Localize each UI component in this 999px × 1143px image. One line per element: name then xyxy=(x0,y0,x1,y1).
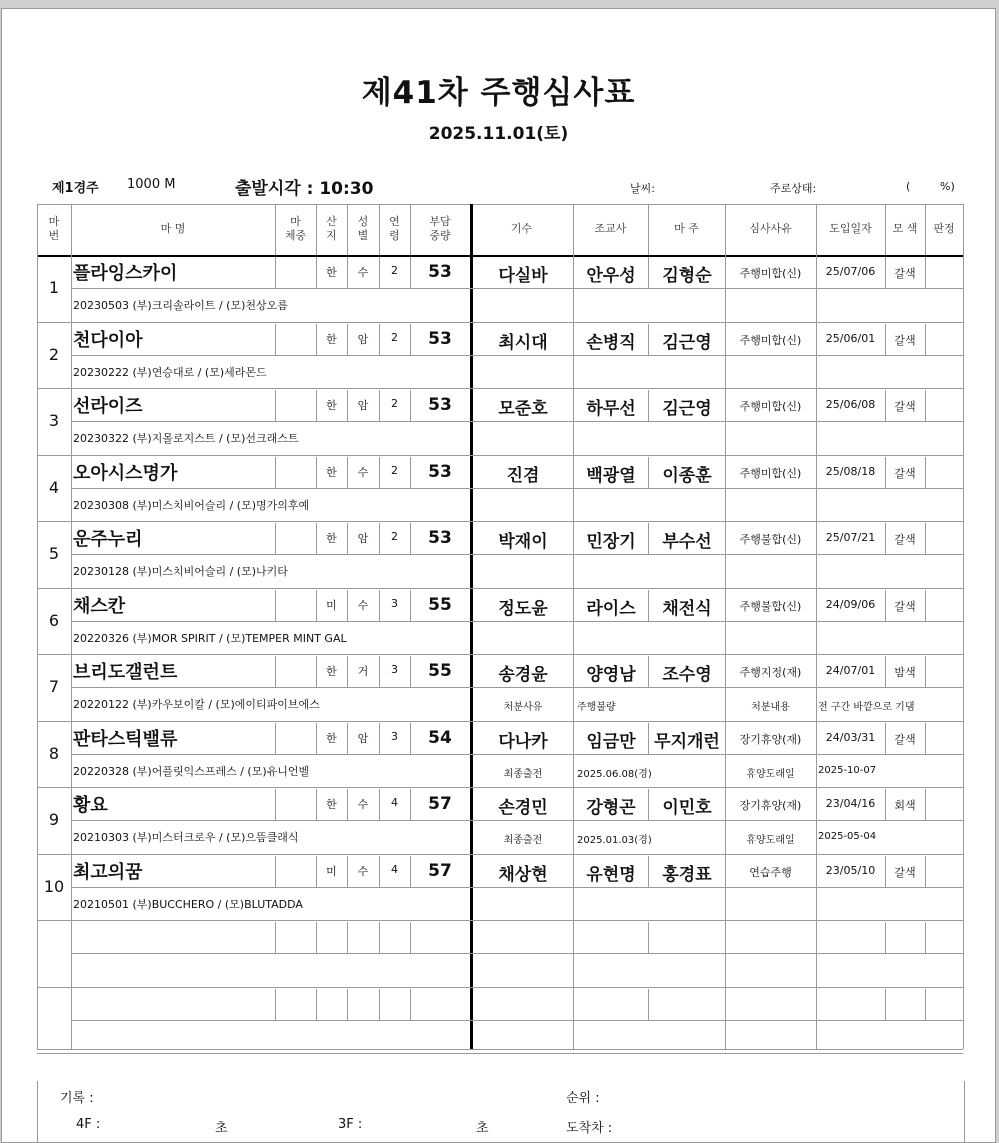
exam-reason: 주행미합(신) xyxy=(739,400,802,413)
cell-line xyxy=(275,257,276,288)
cell-line xyxy=(275,723,276,754)
exam-reason: 주행미합(신) xyxy=(739,267,802,280)
coat-color: 갈색 xyxy=(894,466,916,480)
cell-line xyxy=(275,922,276,953)
coat-color: 밤색 xyxy=(894,666,916,679)
header-col-body: 마 체중 xyxy=(284,215,307,242)
extra-label-2: 처분내용 xyxy=(751,702,790,713)
exam-reason: 장기휴양(재) xyxy=(739,732,802,746)
sub-row-line xyxy=(71,355,963,356)
coat-color: 갈색 xyxy=(894,400,916,413)
coat-color: 갈색 xyxy=(894,533,916,546)
coat-color: 갈색 xyxy=(894,599,916,613)
sub-row-line xyxy=(71,887,963,888)
jockey: 다나카 xyxy=(498,731,548,752)
row-line xyxy=(37,1053,963,1054)
pedigree: 20230503 (부)크리솔라이트 / (모)천상오름 xyxy=(73,299,288,312)
header-col-name: 마 명 xyxy=(160,222,186,235)
jockey: 박재이 xyxy=(498,532,548,552)
carried-weight: 57 xyxy=(428,860,452,881)
age: 2 xyxy=(391,397,398,410)
horse-name: 브리도갤런트 xyxy=(73,662,178,683)
age: 2 xyxy=(391,330,398,344)
row-line xyxy=(37,588,963,589)
exam-reason: 주행지정(재) xyxy=(739,666,802,679)
horse-name: 선라이즈 xyxy=(73,396,143,417)
horse-number: 9 xyxy=(48,810,60,829)
cell-line xyxy=(648,922,649,953)
f3-seconds: 초 xyxy=(476,1121,489,1136)
extra-value-1: 2025.06.08(경) xyxy=(577,768,652,780)
sub-row-line xyxy=(71,488,963,489)
exam-reason: 장기휴양(재) xyxy=(739,799,802,812)
header-col-age: 연 령 xyxy=(389,215,400,242)
pedigree: 20230128 (부)미스치비어슬리 / (모)나키타 xyxy=(73,565,288,578)
row-line xyxy=(37,654,963,655)
pedigree: 20230222 (부)연승대로 / (모)세라몬드 xyxy=(73,365,267,379)
sex: 수 xyxy=(357,864,369,878)
trainer: 임금만 xyxy=(586,731,636,752)
row-line xyxy=(37,787,963,788)
rank-label: 순위 : xyxy=(566,1091,600,1106)
cell-line xyxy=(925,324,926,355)
carried-weight: 53 xyxy=(428,528,452,548)
percent-open: ( xyxy=(906,180,911,193)
cell-line xyxy=(925,523,926,554)
jockey: 최시대 xyxy=(498,332,548,353)
extra-label-2: 휴양도래일 xyxy=(746,835,795,846)
cell-line xyxy=(925,457,926,488)
horse-number: 10 xyxy=(43,876,65,896)
pedigree: 20210303 (부)미스터크로우 / (모)으뜸클래식 xyxy=(73,831,299,844)
record-footer xyxy=(37,1081,965,1143)
owner: 김형순 xyxy=(662,266,712,286)
age: 2 xyxy=(391,530,398,543)
owner: 채전식 xyxy=(662,598,712,619)
owner: 이종훈 xyxy=(662,465,712,486)
extra-label-1: 최종출전 xyxy=(503,835,543,846)
extra-label-2: 휴양도래일 xyxy=(746,768,795,780)
trainer: 민장기 xyxy=(586,532,636,552)
carried-weight: 53 xyxy=(428,262,452,282)
cell-line xyxy=(275,390,276,421)
cell-line xyxy=(275,457,276,488)
age: 4 xyxy=(391,862,398,876)
cell-line xyxy=(925,257,926,288)
trainer: 양영남 xyxy=(586,665,636,685)
track-condition-label: 주로상태: xyxy=(770,182,817,195)
cell-line xyxy=(885,989,886,1020)
extra-label-1: 최종출전 xyxy=(503,768,543,780)
origin: 한 xyxy=(326,665,337,678)
race-distance: 1000 M xyxy=(127,177,176,192)
age: 2 xyxy=(391,463,398,477)
cell-line xyxy=(925,590,926,621)
header-col-color: 모 색 xyxy=(892,222,918,235)
coat-color: 회색 xyxy=(894,799,916,812)
pedigree: 20220122 (부)카우보이칼 / (모)에이티파이브에스 xyxy=(73,698,320,711)
jockey: 송경윤 xyxy=(498,665,548,685)
header-col-owner: 마 주 xyxy=(674,222,699,235)
coat-color: 갈색 xyxy=(894,333,916,347)
carried-weight: 55 xyxy=(428,661,452,681)
trainer: 하무선 xyxy=(586,399,636,419)
horse-name: 황요 xyxy=(73,795,108,816)
horse-name: 운주누리 xyxy=(73,529,143,550)
age: 4 xyxy=(391,796,398,809)
row-line xyxy=(37,721,963,722)
cell-line xyxy=(925,789,926,820)
cell-line xyxy=(347,922,348,953)
trainer: 백광열 xyxy=(586,465,636,486)
header-col-trainer: 조교사 xyxy=(594,222,627,235)
horse-name: 최고의꿈 xyxy=(73,861,143,883)
header-bottom-line xyxy=(37,255,963,257)
row-line xyxy=(37,455,963,456)
owner: 무지개런 xyxy=(654,731,720,752)
extra-label-1: 처분사유 xyxy=(503,702,543,713)
row-line xyxy=(37,322,963,323)
cell-line xyxy=(316,922,317,953)
col-no-line xyxy=(71,204,72,1049)
sub-row-line xyxy=(71,687,963,688)
trainer: 안우성 xyxy=(586,266,636,286)
horse-name: 오아시스명가 xyxy=(73,462,178,484)
row-line xyxy=(37,987,963,988)
jockey: 진겸 xyxy=(506,465,540,486)
pedigree: 20230322 (부)지몰로지스트 / (모)선크래스트 xyxy=(73,432,299,445)
cell-line xyxy=(648,989,649,1020)
record-label: 기록 : xyxy=(60,1091,94,1106)
sex: 수 xyxy=(357,465,369,479)
horse-name: 판타스틱밸류 xyxy=(73,728,178,750)
header-col-weight: 부담 중량 xyxy=(429,215,451,242)
horse-number: 8 xyxy=(48,743,60,763)
entry-table xyxy=(37,204,963,1049)
cell-line xyxy=(925,723,926,754)
coat-color: 갈색 xyxy=(894,732,916,746)
cell-line xyxy=(410,922,411,953)
row-line xyxy=(37,521,963,522)
cell-line xyxy=(925,656,926,687)
owner: 김근영 xyxy=(662,332,712,353)
origin: 한 xyxy=(326,399,337,412)
import-date: 24/09/06 xyxy=(825,597,876,611)
sex: 수 xyxy=(357,266,369,279)
trainer: 유현명 xyxy=(586,864,636,885)
cell-line xyxy=(885,922,886,953)
start-time: 출발시각 : 10:30 xyxy=(235,179,374,199)
horse-number: 1 xyxy=(48,278,60,297)
coat-color: 갈색 xyxy=(894,267,916,280)
grid-right-line xyxy=(963,204,964,1049)
sub-row-line xyxy=(71,1020,963,1021)
cell-line xyxy=(275,856,276,887)
cell-line xyxy=(379,989,380,1020)
row-line xyxy=(37,854,963,855)
coat-color: 갈색 xyxy=(894,865,916,879)
row-line xyxy=(37,920,963,921)
row-line xyxy=(37,388,963,389)
percent-close: %) xyxy=(940,180,955,193)
trainer: 손병직 xyxy=(586,332,636,353)
carried-weight: 57 xyxy=(428,794,452,814)
jockey: 채상현 xyxy=(498,864,548,885)
cell-line xyxy=(379,922,380,953)
owner: 이민호 xyxy=(662,798,712,818)
extra-value-1: 주행불량 xyxy=(577,702,616,713)
exam-reason: 주행미합(신) xyxy=(739,466,802,480)
carried-weight: 53 xyxy=(428,461,452,482)
carried-weight: 55 xyxy=(428,594,452,615)
sub-row-line xyxy=(71,421,963,422)
origin: 한 xyxy=(326,532,337,545)
cell-line xyxy=(316,989,317,1020)
header-col-jockey: 기수 xyxy=(510,222,533,235)
sub-row-line xyxy=(71,621,963,622)
cell-line xyxy=(925,989,926,1020)
jockey: 모준호 xyxy=(498,399,548,419)
sex: 암 xyxy=(357,532,369,545)
import-date: 25/07/06 xyxy=(825,265,876,278)
exam-reason: 주행불합(신) xyxy=(739,599,802,613)
age: 3 xyxy=(391,596,398,610)
grid-top-line xyxy=(37,204,963,205)
weather-label: 날씨: xyxy=(630,182,655,195)
cell-line xyxy=(347,989,348,1020)
f4-seconds: 초 xyxy=(215,1121,228,1136)
sex: 수 xyxy=(357,798,369,811)
f4-label: 4F : xyxy=(76,1117,101,1132)
origin: 한 xyxy=(326,798,337,811)
cell-line xyxy=(275,324,276,355)
horse-name: 채스칸 xyxy=(73,595,126,617)
extra-value-2: 2025-05-04 xyxy=(818,831,877,842)
exam-reason: 주행미합(신) xyxy=(739,333,802,347)
jockey: 다실바 xyxy=(498,266,548,286)
header-col-judge: 판정 xyxy=(933,222,955,235)
sex: 수 xyxy=(357,598,369,612)
cell-line xyxy=(275,989,276,1020)
cell-line xyxy=(925,856,926,887)
horse-name: 플라잉스카이 xyxy=(73,263,178,284)
sub-row-line xyxy=(71,554,963,555)
horse-number: 5 xyxy=(48,544,60,563)
pedigree: 20210501 (부)BUCCHERO / (모)BLUTADDA xyxy=(73,897,303,911)
carried-weight: 53 xyxy=(428,328,452,349)
sex: 거 xyxy=(357,665,369,678)
header-col-reason: 심사사유 xyxy=(749,222,792,235)
origin: 한 xyxy=(326,465,337,479)
extra-value-1: 2025.01.03(경) xyxy=(577,835,652,846)
cell-line xyxy=(925,922,926,953)
age: 3 xyxy=(391,729,398,743)
page-title: 제41차 주행심사표 xyxy=(361,75,636,111)
exam-reason: 주행불합(신) xyxy=(739,533,802,546)
cell-line xyxy=(275,789,276,820)
carried-weight: 54 xyxy=(428,727,452,748)
header-col-import: 도입일자 xyxy=(829,222,872,235)
margin-label: 도착차 : xyxy=(566,1121,613,1136)
sub-row-line xyxy=(71,820,963,821)
import-date: 25/08/18 xyxy=(825,464,876,478)
cell-line xyxy=(410,989,411,1020)
sub-row-line xyxy=(71,288,963,289)
horse-number: 6 xyxy=(48,610,60,630)
extra-value-2: 2025-10-07 xyxy=(818,764,877,776)
import-date: 23/05/10 xyxy=(825,863,876,877)
cell-line xyxy=(275,656,276,687)
import-date: 25/06/01 xyxy=(825,331,876,345)
horse-number: 4 xyxy=(48,477,60,497)
race-number: 제1경주 xyxy=(52,181,99,196)
owner: 김근영 xyxy=(662,399,712,419)
f3-label: 3F : xyxy=(338,1117,363,1132)
origin: 미 xyxy=(326,598,337,612)
import-date: 23/04/16 xyxy=(825,797,876,810)
trainer: 강형곤 xyxy=(586,798,636,818)
horse-number: 2 xyxy=(48,344,60,364)
owner: 부수선 xyxy=(662,532,712,552)
jockey: 손경민 xyxy=(498,798,548,818)
import-date: 25/07/21 xyxy=(825,531,876,544)
jockey: 정도윤 xyxy=(498,598,548,619)
pedigree: 20220328 (부)어플릿익스프레스 / (모)유니언벨 xyxy=(73,764,310,778)
pedigree: 20220326 (부)MOR SPIRIT / (모)TEMPER MINT GAL xyxy=(73,631,347,645)
import-date: 24/03/31 xyxy=(825,730,876,744)
header-col-origin: 산 지 xyxy=(326,215,337,242)
owner: 홍경표 xyxy=(662,864,712,885)
sex: 암 xyxy=(357,399,369,412)
sex: 암 xyxy=(357,332,369,346)
pedigree: 20230308 (부)미스치비어슬리 / (모)명가의후예 xyxy=(73,498,310,512)
horse-name: 천다이아 xyxy=(73,329,143,351)
owner: 조수영 xyxy=(662,665,712,685)
horse-number: 7 xyxy=(48,677,60,696)
grid-bottom-line xyxy=(37,1049,963,1050)
trainer: 라이스 xyxy=(586,598,636,619)
header-col-no: 마 번 xyxy=(48,215,60,242)
carried-weight: 53 xyxy=(428,395,452,415)
import-date: 24/07/01 xyxy=(825,664,876,677)
sub-row-line xyxy=(71,953,963,954)
cell-line xyxy=(925,390,926,421)
sex: 암 xyxy=(357,731,369,745)
exam-sheet xyxy=(1,8,996,1143)
exam-reason: 연습주행 xyxy=(749,865,792,879)
origin: 미 xyxy=(326,864,337,878)
age: 2 xyxy=(391,264,398,277)
race-date: 2025.11.01(토) xyxy=(428,124,569,144)
extra-value-2: 전 구간 바깥으로 기댐 xyxy=(818,702,915,713)
origin: 한 xyxy=(326,266,337,279)
sub-row-line xyxy=(71,754,963,755)
cell-line xyxy=(275,590,276,621)
origin: 한 xyxy=(326,731,337,745)
header-col-sex: 성 별 xyxy=(357,215,369,242)
origin: 한 xyxy=(326,332,337,346)
import-date: 25/06/08 xyxy=(825,398,876,411)
age: 3 xyxy=(391,663,398,676)
cell-line xyxy=(275,523,276,554)
horse-number: 3 xyxy=(48,411,60,430)
